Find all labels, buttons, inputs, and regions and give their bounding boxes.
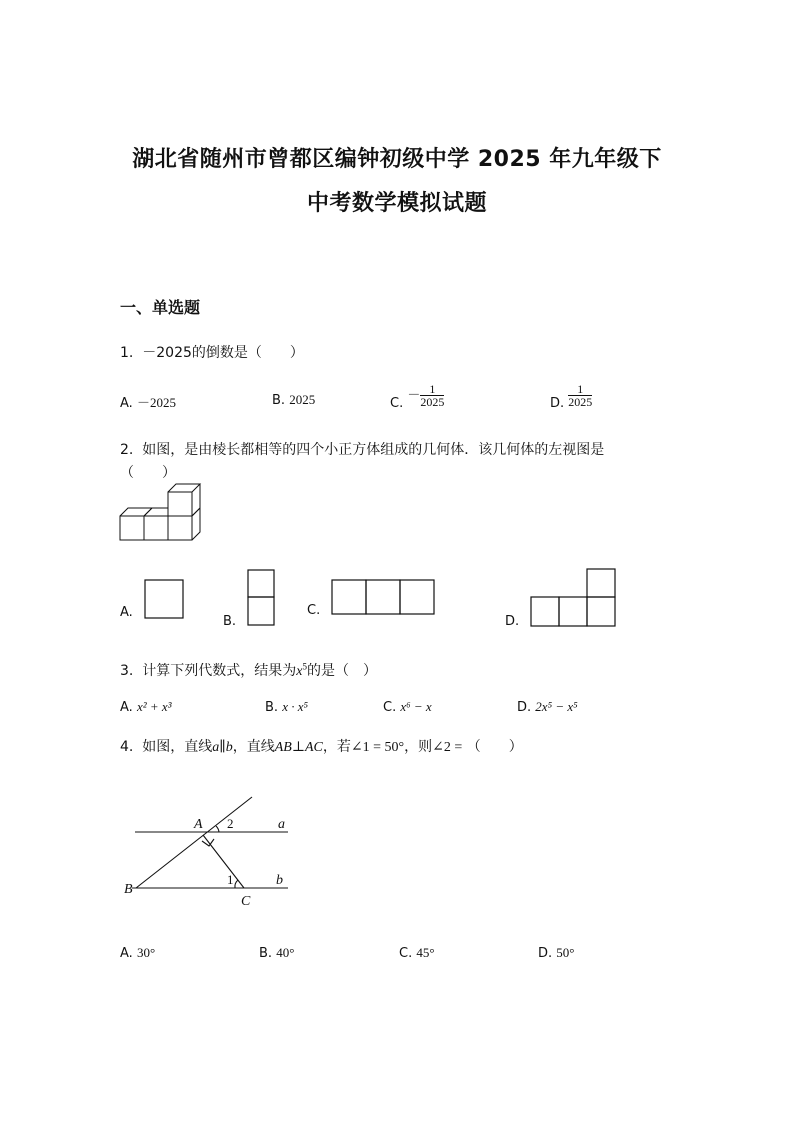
q2-option-b-figure	[247, 569, 275, 627]
option-text: 40°	[276, 945, 295, 960]
q3-option-c	[383, 699, 432, 715]
fraction-sign: －	[407, 387, 421, 402]
q2-option-d-label: D.	[505, 614, 520, 629]
exam-title-line1: 湖北省随州市曾都区编钟初级中学 2025 年九年级下	[132, 147, 662, 172]
label-line-b: b	[276, 873, 283, 888]
stem-math: AB⊥AC	[274, 740, 323, 755]
stem-text: 如图，直线	[142, 739, 213, 755]
option-label: B.	[272, 393, 286, 408]
option-text: x² + x³	[136, 699, 172, 714]
stem-math: a∥b	[212, 740, 233, 755]
question-number: 1.	[120, 345, 134, 361]
option-label: A.	[120, 396, 133, 411]
q3-option-a	[120, 699, 172, 715]
question-stem: －2025的倒数是（ ）	[142, 345, 304, 361]
q1-option-c	[390, 383, 444, 411]
option-text: 50°	[556, 945, 575, 960]
q2-option-d-figure	[529, 568, 617, 628]
section-heading: 一、单选题	[120, 298, 201, 317]
option-label: C.	[399, 946, 413, 961]
stem-math: ∠2 =	[432, 740, 463, 755]
option-text: x · x⁵	[282, 699, 309, 714]
exam-title-line2: 中考数学模拟试题	[306, 191, 487, 216]
question-stem: 计算下列代数式，结果为	[142, 663, 297, 679]
stem-text: （ ）	[466, 739, 523, 755]
q2-option-a-label: A.	[120, 605, 133, 620]
fraction-denominator: 2025	[420, 395, 445, 409]
fraction	[568, 383, 592, 408]
option-label: B.	[259, 946, 273, 961]
option-label: A.	[120, 946, 133, 961]
fraction-numerator: 1	[568, 383, 592, 396]
question-4	[120, 736, 523, 756]
option-text: －2025	[136, 395, 176, 410]
q1-option-a	[120, 392, 176, 411]
q2-option-b-label: B.	[223, 614, 237, 629]
option-text: 30°	[136, 945, 156, 960]
option-label: B.	[265, 700, 279, 715]
q1-option-d	[550, 383, 592, 411]
option-label: D.	[538, 946, 553, 961]
label-C: C	[241, 894, 251, 909]
question-1	[120, 342, 304, 362]
label-A: A	[194, 817, 203, 832]
stem-exponent: 5	[302, 661, 307, 672]
question-number: 3.	[120, 663, 134, 679]
option-label: D.	[517, 700, 532, 715]
q2-option-c-label: C.	[307, 603, 321, 618]
question-stem-line2: （ ）	[120, 465, 176, 481]
option-text: x⁶ − x	[400, 699, 432, 714]
fraction-numerator: 1	[420, 383, 444, 396]
label-B: B	[124, 882, 133, 897]
question-2	[120, 439, 604, 459]
question-stem-end: 的是（ ）	[306, 663, 377, 679]
option-label: D.	[550, 396, 565, 411]
q4-option-b	[259, 945, 294, 961]
q3-option-b	[265, 699, 308, 715]
q4-option-c	[399, 945, 435, 961]
label-line-a: a	[278, 817, 285, 832]
label-angle-1: 1	[227, 872, 234, 887]
option-label: C.	[390, 396, 404, 411]
q1-option-b	[272, 392, 315, 408]
q4-option-a	[120, 945, 155, 961]
stem-text: ，则	[404, 739, 433, 755]
q3-option-d	[517, 699, 578, 715]
fraction	[420, 383, 444, 408]
option-text: 2x⁵ − x⁵	[535, 699, 578, 714]
option-text: 2025	[289, 392, 316, 407]
question-stem-line1: 如图，是由棱长都相等的四个小正方体组成的几何体．该几何体的左视图是	[142, 442, 605, 458]
stem-text: ，直线	[232, 739, 275, 755]
stem-text: ，若	[322, 739, 351, 755]
option-label: A.	[120, 700, 133, 715]
option-label: C.	[383, 700, 397, 715]
q2-option-c-figure	[331, 579, 435, 616]
fraction-denominator: 2025	[568, 395, 593, 409]
question-3	[120, 660, 377, 680]
option-text: 45°	[416, 945, 435, 960]
q2-option-a-figure	[144, 579, 184, 619]
question-number: 2.	[120, 442, 134, 458]
question-number: 4.	[120, 739, 134, 755]
parallel-lines-figure	[120, 790, 300, 910]
cube-stack-figure	[118, 482, 208, 544]
stem-math: ∠1 = 50°	[350, 740, 405, 755]
line-ab	[136, 797, 252, 888]
label-angle-2: 2	[227, 816, 234, 831]
q4-option-d	[538, 945, 575, 961]
stem-variable: x	[296, 664, 303, 679]
